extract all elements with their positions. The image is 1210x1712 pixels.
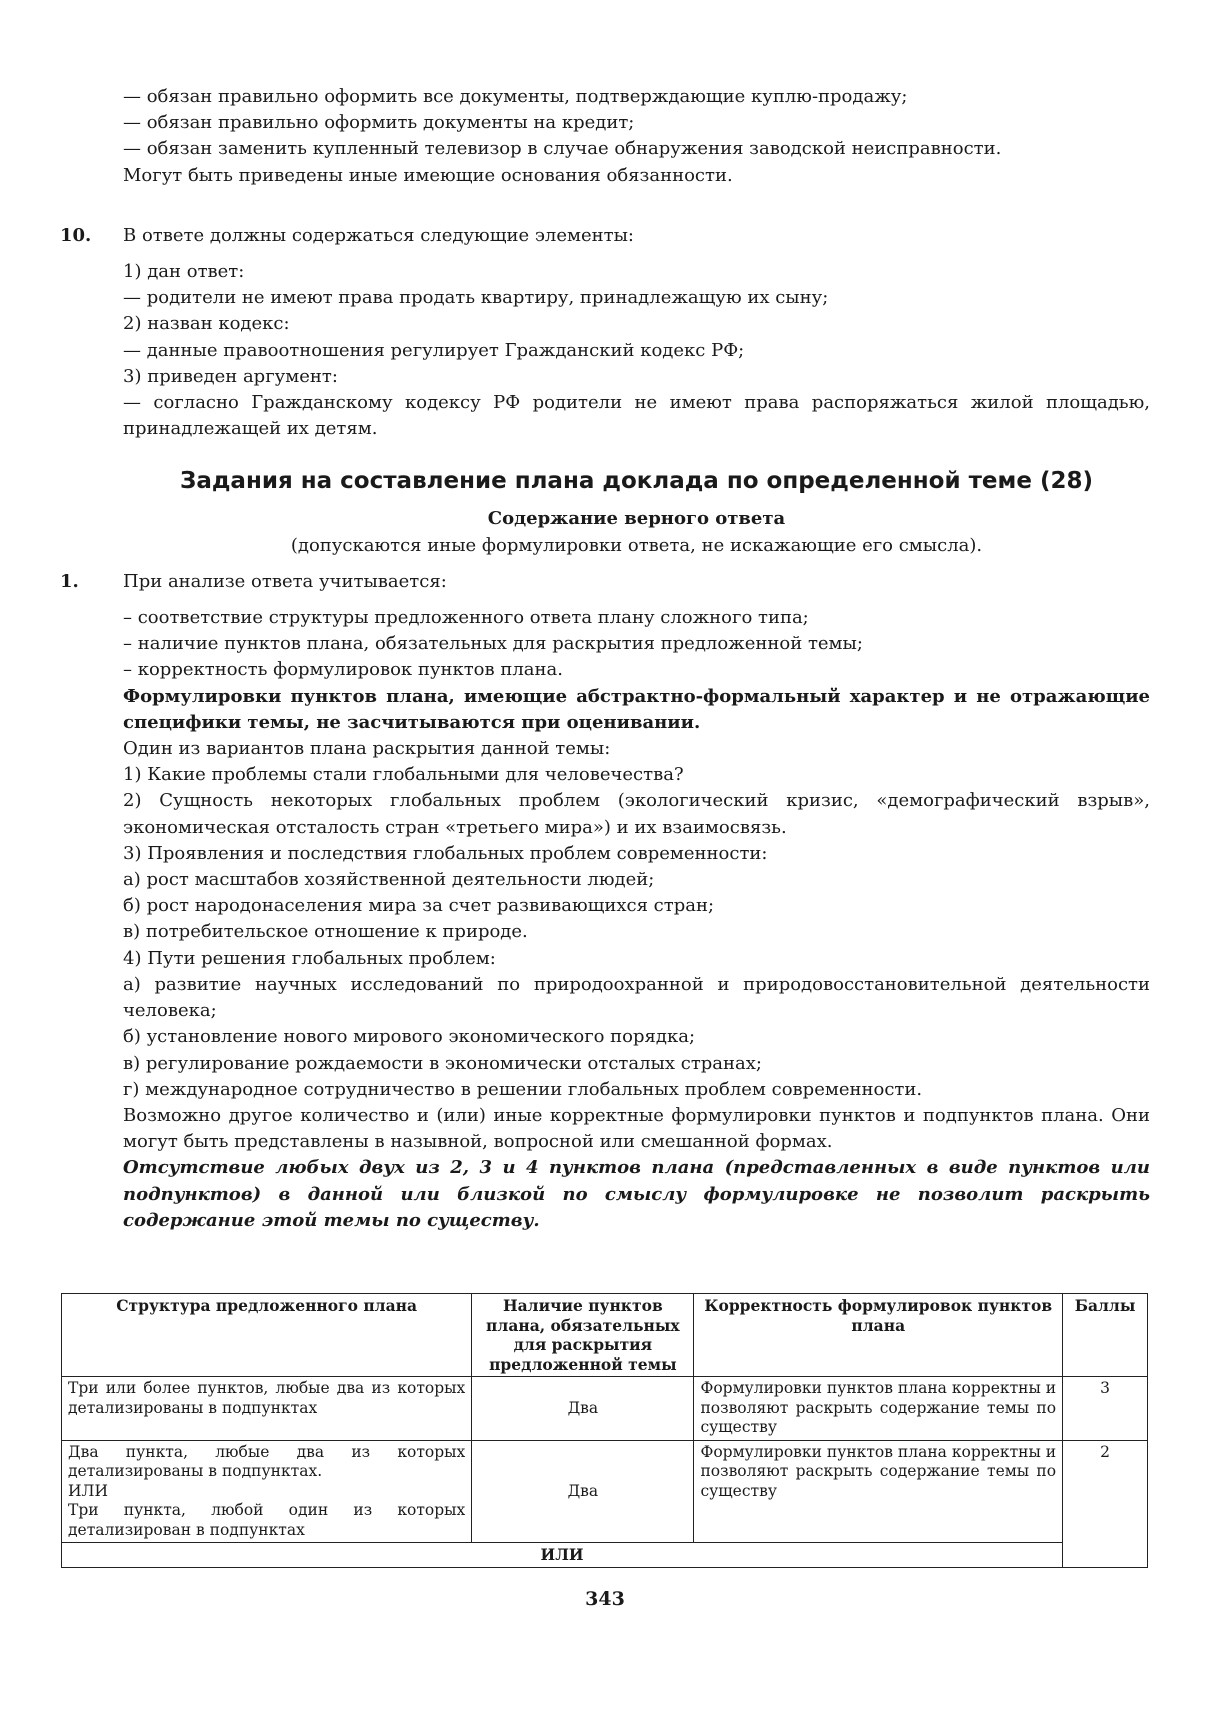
- criterion-line: – соответствие структуры предложенного ответа плану сложного типа;: [123, 607, 809, 629]
- answer-line: 2) назван кодекс:: [123, 313, 290, 335]
- or-row: ИЛИ: [62, 1543, 1063, 1568]
- cell-correctness: Формулировки пунктов плана корректны и позволяют раскрыть содержание темы по существу: [694, 1377, 1063, 1441]
- question-10: [60, 223, 1150, 249]
- plan-subitem: г) международное сотрудничество в решении глобальных проблем современности.: [123, 1078, 923, 1100]
- question-1: [60, 569, 1150, 595]
- structure-option-b: Три пункта, любой один из которых детализирован в подпунктах: [68, 1501, 466, 1539]
- variant-intro: Один из вариантов плана раскрытия данной темы:: [123, 738, 611, 760]
- section-heading: Задания на составление плана доклада по определенной теме (28): [180, 468, 1093, 495]
- table-or-row: [62, 1543, 1148, 1568]
- cell-structure: [62, 1440, 472, 1543]
- duty-line: — обязан правильно оформить документы на кредит;: [123, 112, 635, 134]
- plan-item: 1) Какие проблемы стали глобальными для человечества?: [123, 764, 684, 786]
- section-subnote: (допускаются иные формулировки ответа, не искажающие его смысла).: [290, 534, 983, 556]
- cell-structure: Три или более пунктов, любые два из которых детализированы в подпунктах: [62, 1377, 472, 1441]
- cell-presence: Два: [472, 1440, 694, 1543]
- table-row: [62, 1377, 1148, 1441]
- plan-subitem: а) развитие научных исследований по природоохранной и природовосстановительной деятельности человека;: [123, 973, 1150, 1022]
- header-correctness: Корректность формулировок пунктов плана: [694, 1294, 1063, 1377]
- cell-correctness: Формулировки пунктов плана корректны и позволяют раскрыть содержание темы по существу: [694, 1440, 1063, 1543]
- plan-item: 3) Проявления и последствия глобальных проблем современности:: [123, 842, 768, 864]
- scoring-table: [61, 1293, 1148, 1568]
- plan-subitem: а) рост масштабов хозяйственной деятельности людей;: [123, 869, 655, 891]
- question-number: 10.: [60, 224, 92, 246]
- bold-note: Формулировки пунктов плана, имеющие абстрактно-формальный характер и не отражающие специфики темы, не засчитываются при оценивании.: [123, 685, 1150, 733]
- plan-item: 4) Пути решения глобальных проблем:: [123, 947, 496, 969]
- header-presence: Наличие пунктов плана, обязательных для раскрытия предложенной темы: [472, 1294, 694, 1377]
- section-subheading: Содержание верного ответа: [487, 508, 786, 530]
- header-structure: Структура предложенного плана: [62, 1294, 472, 1377]
- plan-subitem: б) установление нового мирового экономического порядка;: [123, 1026, 696, 1048]
- italic-note: Отсутствие любых двух из 2, 3 и 4 пунктов плана (представленных в виде пунктов или подпунктов) в данной или близкой по смыслу формулировке не позволит раскрыть содержание этой темы по существу.: [123, 1157, 1150, 1231]
- duty-line: — обязан правильно оформить все документы, подтверждающие куплю-продажу;: [123, 86, 908, 107]
- table-header-row: [62, 1294, 1148, 1377]
- cell-score: 3: [1063, 1377, 1148, 1441]
- page-number: 343: [585, 1588, 625, 1610]
- answer-line: — родители не имеют права продать квартиру, принадлежащую их сыну;: [123, 287, 829, 309]
- answer-line: — данные правоотношения регулирует Гражданский кодекс РФ;: [123, 339, 745, 361]
- answer-line: 3) приведен аргумент:: [123, 365, 338, 387]
- other-note: Возможно другое количество и (или) иные корректные формулировки пунктов и подпунктов плана. Они могут быть представлены в назывной, вопросной или смешанной формах.: [123, 1104, 1150, 1153]
- header-score: Баллы: [1063, 1294, 1148, 1377]
- answer-line: 1) дан ответ:: [123, 261, 245, 283]
- plan-item: 2) Сущность некоторых глобальных проблем (экологический кризис, «демографический взрыв», экономическая отсталость стран «третьего мира») и их взаимосвязь.: [123, 790, 1150, 838]
- question-number: 1.: [60, 570, 79, 592]
- criterion-line: – корректность формулировок пунктов плана.: [123, 659, 563, 681]
- plan-subitem: в) потребительское отношение к природе.: [123, 921, 528, 943]
- table-row: [62, 1440, 1148, 1543]
- structure-option-a: Два пункта, любые два из которых детализированы в подпунктах.: [68, 1442, 466, 1480]
- cell-score: 2: [1063, 1440, 1148, 1567]
- question-intro: В ответе должны содержаться следующие элементы:: [123, 224, 634, 246]
- or-label: ИЛИ: [68, 1481, 108, 1500]
- duty-line: — обязан заменить купленный телевизор в случае обнаружения заводской неисправности.: [123, 138, 1002, 160]
- question-intro: При анализе ответа учитывается:: [123, 570, 447, 592]
- page-body: [60, 84, 1150, 1234]
- answer-line: — согласно Гражданскому кодексу РФ родители не имеют права распоряжаться жилой площадью, принадлежащей их детям.: [123, 392, 1150, 440]
- plan-subitem: в) регулирование рождаемости в экономически отсталых странах;: [123, 1052, 762, 1074]
- duty-note: Могут быть приведены иные имеющие основания обязанности.: [123, 164, 733, 186]
- cell-presence: Два: [472, 1377, 694, 1441]
- criterion-line: – наличие пунктов плана, обязательных для раскрытия предложенной темы;: [123, 633, 863, 655]
- plan-subitem: б) рост народонаселения мира за счет развивающихся стран;: [123, 895, 715, 917]
